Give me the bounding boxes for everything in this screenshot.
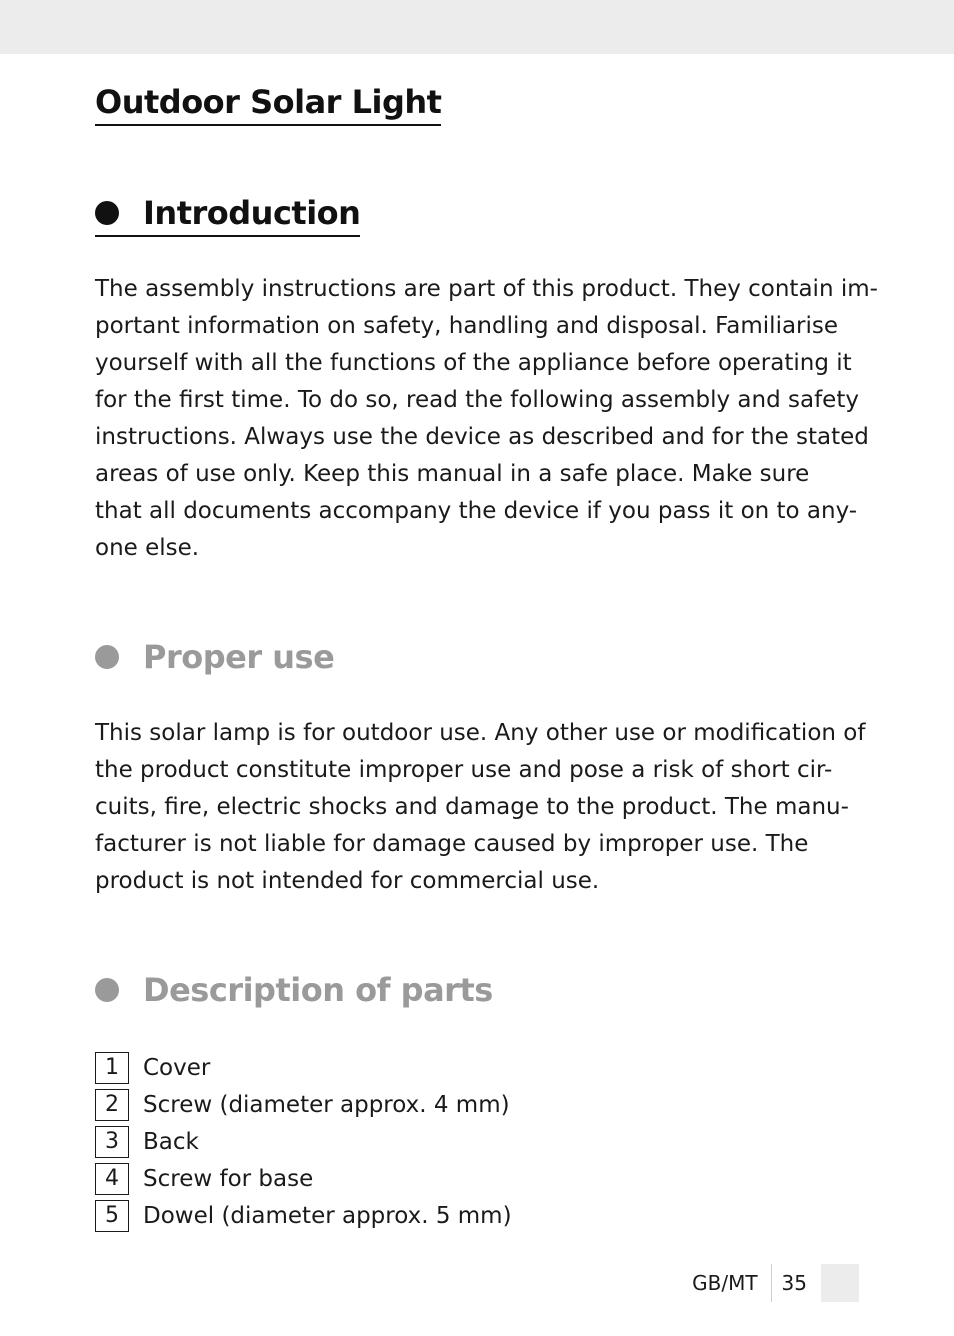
heading-proper-use xyxy=(95,637,334,677)
heading-description-of-parts xyxy=(95,970,493,1010)
text-line: This solar lamp is for outdoor use. Any other use or modification of xyxy=(95,720,866,746)
bullet-icon xyxy=(95,645,119,669)
page-number: 35 xyxy=(781,1271,807,1295)
text-line: that all documents accompany the device if you pass it on to any- xyxy=(95,498,858,524)
list-item xyxy=(95,1086,512,1123)
top-band xyxy=(0,0,954,54)
part-number-box: 3 xyxy=(95,1126,129,1158)
text-line: areas of use only. Keep this manual in a safe place. Make sure xyxy=(95,461,810,487)
parts-list xyxy=(95,1049,512,1234)
bullet-icon xyxy=(95,201,119,225)
region-code: GB/MT xyxy=(692,1271,758,1295)
document-title: Outdoor Solar Light xyxy=(95,82,441,126)
part-label: Back xyxy=(143,1128,199,1155)
text-line: The assembly instructions are part of this product. They contain im- xyxy=(95,276,878,302)
list-item xyxy=(95,1123,512,1160)
text-line: yourself with all the functions of the appliance before operating it xyxy=(95,350,852,376)
page-tab xyxy=(821,1264,859,1302)
heading-introduction-text: Introduction xyxy=(143,194,361,232)
part-label: Dowel (diameter approx. 5 mm) xyxy=(143,1202,512,1229)
heading-description-of-parts-text: Description of parts xyxy=(143,971,493,1009)
heading-introduction xyxy=(95,193,360,237)
text-line: the product constitute improper use and pose a risk of short cir- xyxy=(95,757,833,783)
part-number-box: 5 xyxy=(95,1200,129,1232)
list-item xyxy=(95,1197,512,1234)
part-number-box: 4 xyxy=(95,1163,129,1195)
list-item xyxy=(95,1049,512,1086)
heading-proper-use-text: Proper use xyxy=(143,638,335,676)
text-line: one else. xyxy=(95,535,200,561)
text-line: facturer is not liable for damage caused by improper use. The xyxy=(95,831,809,857)
proper-use-paragraph xyxy=(95,715,865,900)
introduction-paragraph xyxy=(95,271,878,567)
part-label: Screw for base xyxy=(143,1165,314,1192)
text-line: portant information on safety, handling and disposal. Familiarise xyxy=(95,313,839,339)
part-label: Screw (diameter approx. 4 mm) xyxy=(143,1091,510,1118)
page-footer xyxy=(692,1264,859,1302)
text-line: instructions. Always use the device as described and for the stated xyxy=(95,424,869,450)
text-line: product is not intended for commercial use. xyxy=(95,868,600,894)
list-item xyxy=(95,1160,512,1197)
bullet-icon xyxy=(95,978,119,1002)
part-number-box: 1 xyxy=(95,1052,129,1084)
part-label: Cover xyxy=(143,1054,211,1081)
text-line: cuits, fire, electric shocks and damage to the product. The manu- xyxy=(95,794,849,820)
part-number-box: 2 xyxy=(95,1089,129,1121)
text-line: for the first time. To do so, read the following assembly and safety xyxy=(95,387,859,413)
